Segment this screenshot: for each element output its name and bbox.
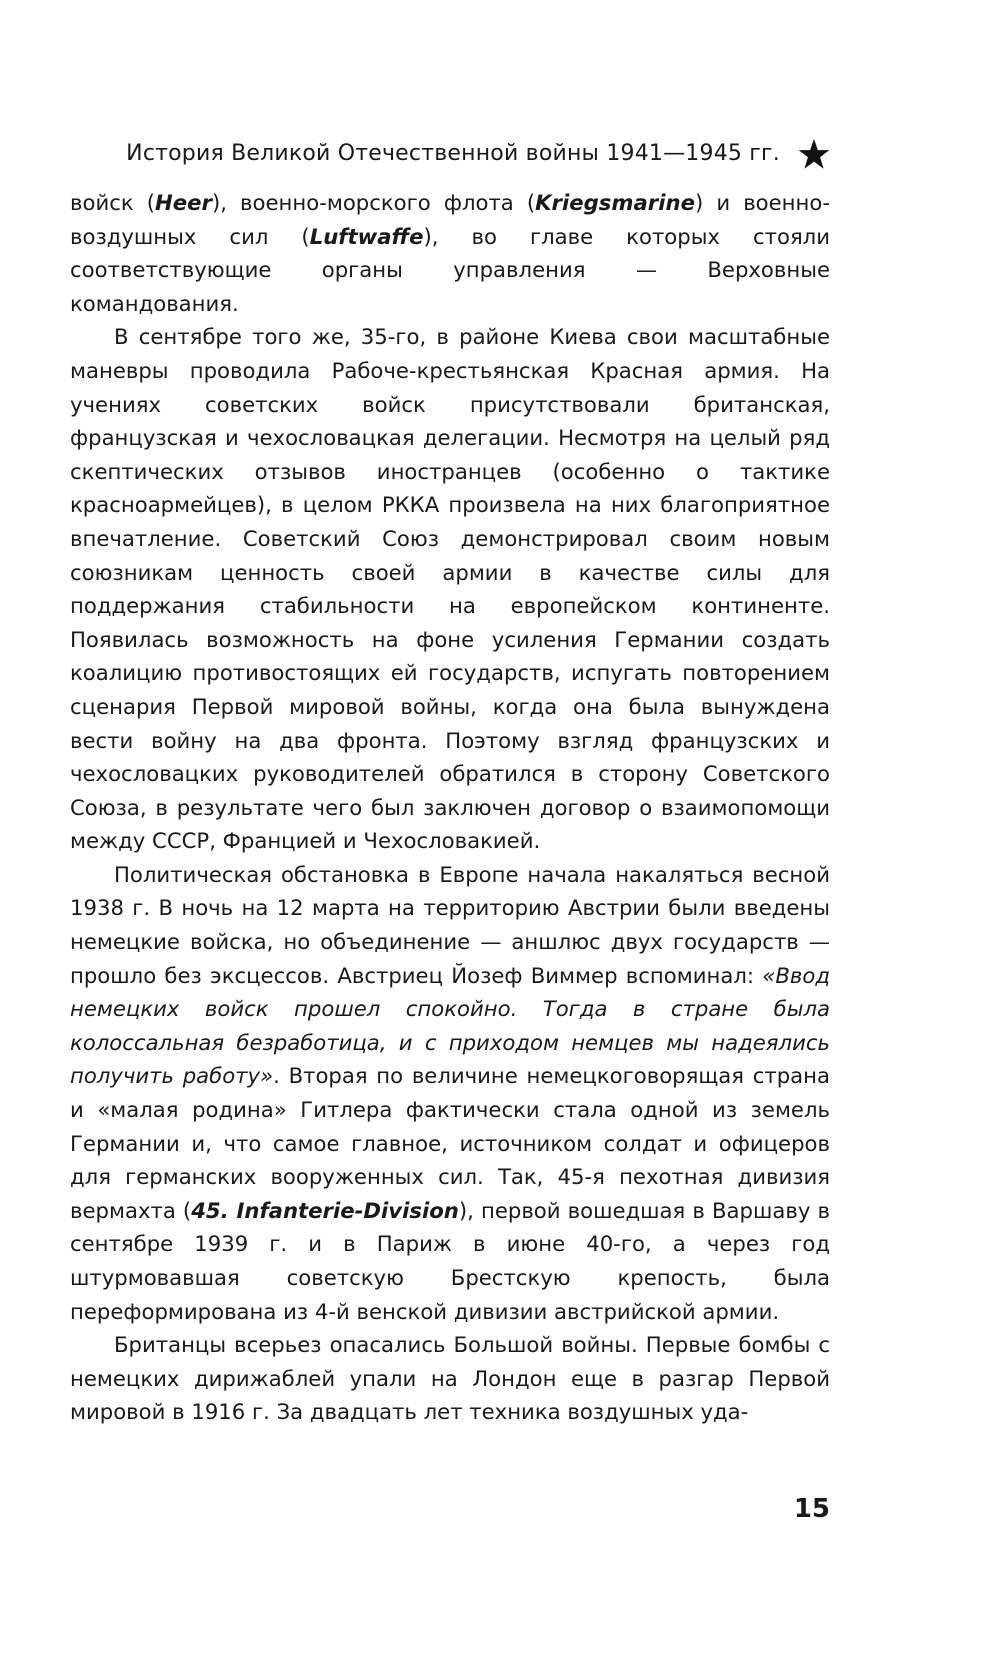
term-luftwaffe: Luftwaffe [309,223,424,249]
paragraph-2: В сентябре того же, 35-го, в районе Киева свои масштабные маневры проводила Рабоче-крестьянская Красная армия. На учениях советских войск присутствовали британская, французская и чехословацкая делегации. Несмотря на целый ряд скептических отзывов иностранцев (особенно о тактике красноармейцев), в целом РККА произвела на них благоприятное впечатление. Советский Союз демонстрировал своим новым союзникам ценность своей армии в качестве силы для поддержания стабильности на европейском континенте. Появилась возможность на фоне усиления Германии создать коалицию противостоящих ей государств, испугать повторением сценария Первой мировой войны, когда она была вынуждена вести войну на два фронта. Поэтому взгляд французских и чехословацких руководителей обратился в сторону Советского Союза, в результате чего был заключен договор о взаимопомощи между СССР, Францией и Чехословакией. [70,324,830,854]
text-run: ), во главе которых стояли соответствующие органы управления — Верховные командования. [70,223,830,316]
paragraph-1 [70,186,830,320]
term-45-infanterie-division: 45. Infanterie-Division [191,1197,459,1223]
term-heer: Heer [155,190,212,215]
text-run: войск ( [70,190,156,215]
quote-wimmer: «Ввод немецких войск прошел спокойно. Тогда в стране была колоссальная безработица, и с приходом немцев мы надеялись получить работу» [70,962,830,1089]
text-run: ) и военно-воздушных сил ( [70,190,830,249]
running-header [70,138,830,170]
text-run: ), военно-морского флота ( [211,190,536,215]
text-run: ), первой вошедшая в Варшаву в сентябре 1939 г. и в Париж в июне 40-го, а через год штурмовавшая советскую Брестскую крепость, была переформирована из 4-й венской дивизии австрийской армии. [70,1197,830,1324]
text-run: . Вторая по величине немецкоговорящая страна и «малая родина» Гитлера фактически стала одной из земель Германии и, что самое главное, источником солдат и офицеров для германских вооруженных сил. Так, 45-я пехотная дивизия вермахта ( [70,1063,830,1223]
paragraph-4: Британцы всерьез опасались Большой войны. Первые бомбы с немецких дирижаблей упали на Лондон еще в разгар Первой мировой в 1916 г. За двадцать лет техника воздушных уда- [70,1332,830,1425]
paragraph-3 [70,858,830,1328]
page-number: 15 [793,1494,830,1524]
running-title: История Великой Отечественной войны 1941—1945 гг. [126,141,780,166]
star-icon [798,138,830,170]
body-text [70,186,830,1429]
text-run: Политическая обстановка в Европе начала накаляться весной 1938 г. В ночь на 12 марта на территорию Австрии были введены немецкие войска, но объединение — аншлюс двух государств — прошло без эксцессов. Австриец Йозеф Виммер вспоминал: [70,861,830,988]
book-page [70,138,830,1429]
term-kriegsmarine: Kriegsmarine [535,190,695,215]
